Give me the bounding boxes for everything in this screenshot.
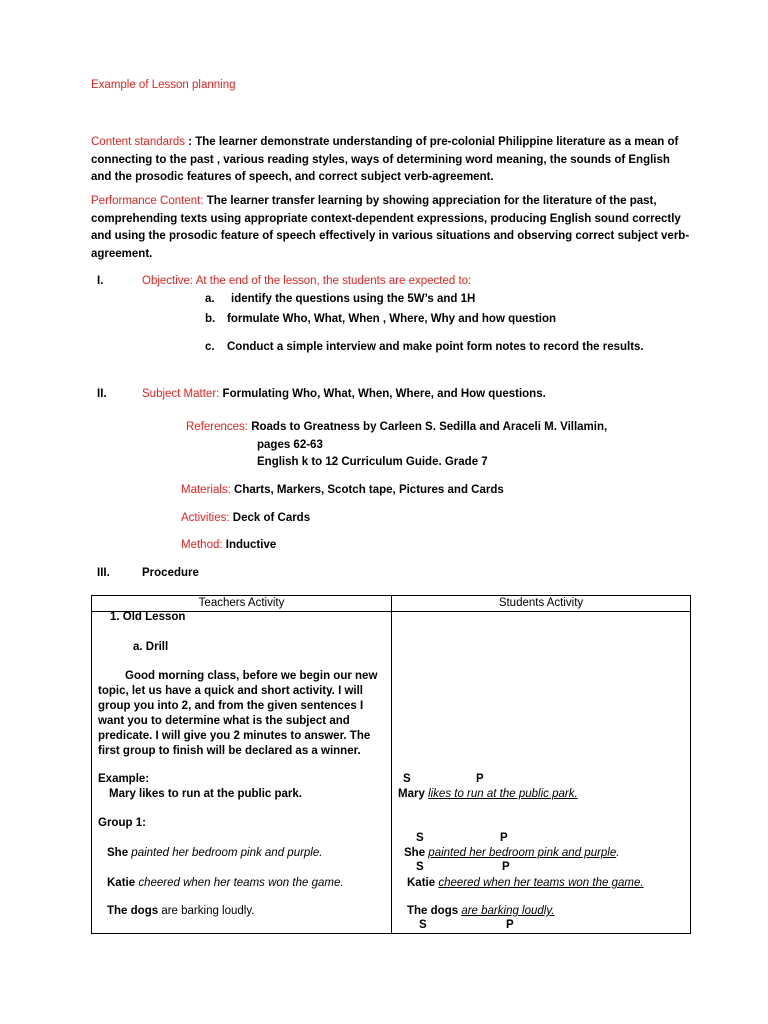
page-title: Example of Lesson planning xyxy=(91,79,236,91)
performance-content-text: The learner transfer learning by showing appreciation for the literature of the past, comprehending texts using appropriate context-dependent expressions, producing English sound correctly and using the prosodic feature of speech effectively in various situations and observing correct subject verb-agreement. xyxy=(91,195,690,260)
section-1-numeral: I. xyxy=(97,275,104,287)
left-sentence-1-subject: She xyxy=(107,847,129,859)
right-sentence-3 xyxy=(407,905,554,917)
sentence-1-s-marker: S xyxy=(416,832,424,844)
right-sentence-3-predicate: are barking loudly. xyxy=(461,905,555,917)
references-text-3: English k to 12 Curriculum Guide. Grade 7 xyxy=(257,456,488,468)
example-label: Example: xyxy=(98,773,150,785)
right-sentence-2 xyxy=(407,877,644,889)
references-label: References: xyxy=(186,421,249,433)
materials-text: Charts, Markers, Scotch tape, Pictures and Cards xyxy=(230,484,504,496)
objective-heading: Objective: At the end of the lesson, the students are expected to: xyxy=(142,275,472,287)
activities-label: Activities: xyxy=(181,512,230,524)
sentence-1-p-marker: P xyxy=(500,832,508,844)
content-standards-separator: : xyxy=(184,136,196,148)
left-sentence-2-subject: Katie xyxy=(107,877,136,889)
students-activity-header: Students Activity xyxy=(498,597,584,609)
left-sentence-3 xyxy=(107,905,254,917)
subject-matter-label: Subject Matter: xyxy=(142,388,220,400)
right-sentence-1 xyxy=(404,847,619,859)
group-1-label: Group 1: xyxy=(98,817,146,829)
sentence-2-p-marker: P xyxy=(502,861,510,873)
objective-c-text: Conduct a simple interview and make point form notes to record the results. xyxy=(227,341,644,353)
example-p-marker: P xyxy=(476,773,484,785)
left-sentence-2-predicate: cheered when her teams won the game. xyxy=(138,877,344,889)
materials-label: Materials: xyxy=(181,484,231,496)
objective-a-text: identify the questions using the 5W’s and 1H xyxy=(231,293,476,305)
method-text: Inductive xyxy=(222,539,277,551)
left-sentence-1 xyxy=(107,847,322,859)
references-text-1: Roads to Greatness by Carleen S. Sedilla and Araceli M. Villamin, xyxy=(248,421,608,433)
performance-content-paragraph xyxy=(91,193,691,263)
objective-b-marker: b. xyxy=(205,313,216,325)
performance-content-label: Performance Content: xyxy=(91,195,204,207)
right-sentence-3-subject: The dogs xyxy=(407,905,459,917)
sentence-3-p-marker: P xyxy=(506,919,514,931)
sentence-3-s-marker: S xyxy=(419,919,427,931)
example-s-marker: S xyxy=(403,773,411,785)
content-standards-text: The learner demonstrate understanding of pre-colonial Philippine literature as a mean of connecting to the past , various reading styles, ways of determining word meaning, the sounds of English and the prosodic features of speech, and correct subject verb-agreement. xyxy=(91,136,679,184)
procedure-table xyxy=(91,595,691,934)
left-sentence-3-subject: The dogs xyxy=(107,905,159,917)
method-label: Method: xyxy=(181,539,223,551)
right-example-subject: Mary xyxy=(398,788,425,800)
right-example xyxy=(398,788,578,800)
section-2-numeral: II. xyxy=(97,388,107,400)
drill-instructions: Good morning class, before we begin our new topic, let us have a quick and short activity. I will group you into 2, and from the given sentences I want you to determine what is the subject and predicate. I will give you 2 minutes to answer. The first group to finish will be declared as a winner. xyxy=(98,670,378,757)
table-column-divider xyxy=(391,596,392,933)
old-lesson-label: 1. Old Lesson xyxy=(110,611,186,623)
content-standards-paragraph xyxy=(91,134,691,187)
right-example-predicate: likes to run at the public park. xyxy=(428,788,578,800)
right-sentence-2-predicate: cheered when her teams won the game. xyxy=(438,877,644,889)
references-line xyxy=(186,421,607,433)
left-sentence-2 xyxy=(107,877,344,889)
activities-line xyxy=(181,512,310,524)
left-sentence-1-tail: . xyxy=(319,847,323,859)
references-text-2: pages 62-63 xyxy=(257,439,323,451)
drill-label: a. Drill xyxy=(133,641,169,653)
procedure-heading: Procedure xyxy=(142,567,199,579)
section-3-numeral: III. xyxy=(97,567,110,579)
right-sentence-1-predicate: painted her bedroom pink and purple xyxy=(428,847,617,859)
objective-c-marker: c. xyxy=(205,341,215,353)
objective-b-text: formulate Who, What, When , Where, Why and how question xyxy=(227,313,557,325)
right-sentence-2-subject: Katie xyxy=(407,877,436,889)
sentence-2-s-marker: S xyxy=(416,861,424,873)
activities-text: Deck of Cards xyxy=(229,512,311,524)
left-sentence-3-predicate: are barking loudly. xyxy=(161,905,255,917)
objective-a-marker: a. xyxy=(205,293,215,305)
subject-matter-text: Formulating Who, What, When, Where, and How questions. xyxy=(219,388,546,400)
method-line xyxy=(181,539,276,551)
left-sentence-1-predicate: painted her bedroom pink and purple xyxy=(131,847,320,859)
right-sentence-1-subject: She xyxy=(404,847,426,859)
example-sentence: Mary likes to run at the public park. xyxy=(109,788,302,800)
right-sentence-1-tail: . xyxy=(616,847,620,859)
teachers-activity-header: Teachers Activity xyxy=(198,597,285,609)
content-standards-label: Content standards xyxy=(91,136,185,148)
subject-matter-line xyxy=(142,388,546,400)
materials-line xyxy=(181,484,504,496)
